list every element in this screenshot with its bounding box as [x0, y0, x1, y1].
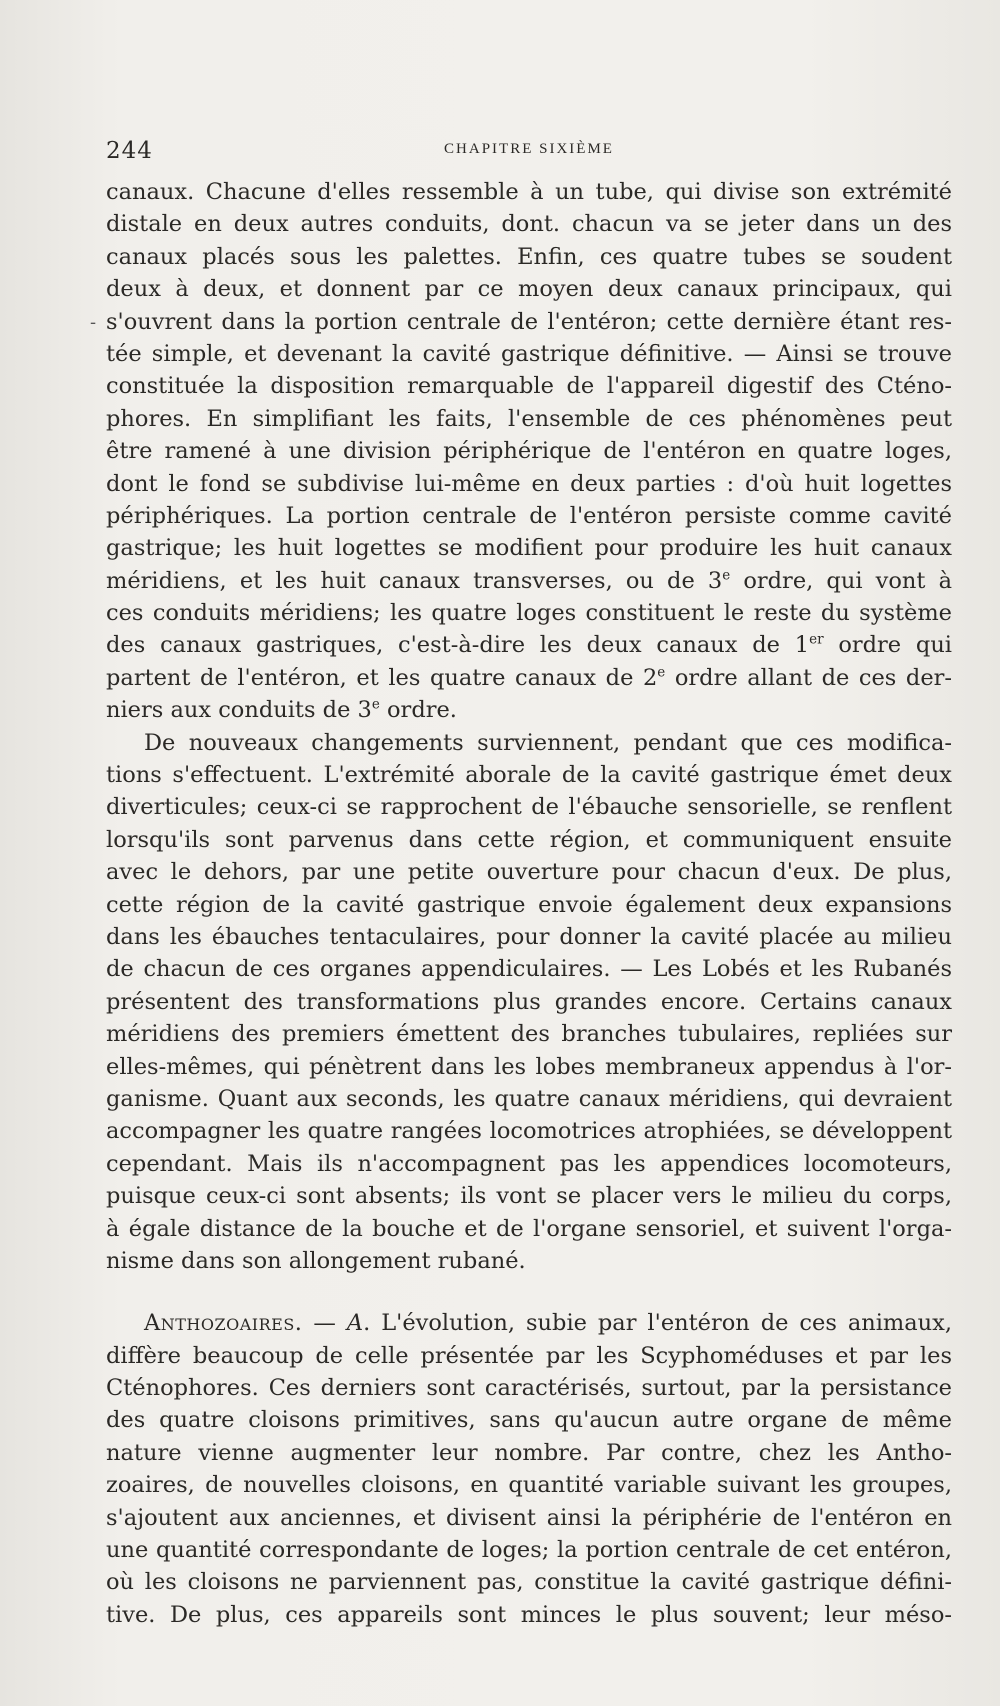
text-segment: niers aux conduits de 3	[106, 697, 372, 724]
text-line: s'ajoutent aux anciennes, et divisent ainsi la périphérie de l'entéron en	[106, 1504, 952, 1531]
text-line: cette région de la cavité gastrique envoie également deux expansions	[106, 891, 952, 918]
text-line	[106, 662, 952, 694]
text-line	[106, 1307, 952, 1339]
text-line: avec le dehors, par une petite ouverture pour chacun d'eux. De plus,	[106, 859, 952, 886]
paragraph-gap	[106, 1277, 952, 1307]
text-line: une quantité correspondante de loges; la portion centrale de cet entéron,	[106, 1537, 952, 1564]
running-head: CHAPITRE SIXIÈME	[444, 141, 614, 157]
text-line	[106, 629, 952, 661]
body-text	[106, 176, 952, 1631]
text-segment: méridiens, et les huit canaux transverses, ou de 3	[106, 567, 723, 594]
text-line	[106, 694, 952, 726]
section-letter: A	[346, 1310, 364, 1337]
superscript: er	[809, 631, 824, 648]
text-line: être ramené à une division périphérique de l'entéron en quatre loges,	[106, 438, 952, 465]
text-line: à égale distance de la bouche et de l'organe sensoriel, et suivent l'orga-	[106, 1215, 952, 1242]
text-segment: des canaux gastriques, c'est-à-dire les deux canaux de 1	[106, 632, 810, 659]
text-line: canaux. Chacune d'elles ressemble à un tube, qui divise son extrémité	[106, 179, 952, 205]
text-segment: ordre.	[379, 697, 457, 724]
text-line: distale en deux autres conduits, dont. chacun va se jeter dans un des	[106, 211, 952, 238]
text-line: dans les ébauches tentaculaires, pour donner la cavité placée au milieu	[106, 923, 952, 950]
superscript: e	[657, 664, 666, 681]
text-line: gastrique; les huit logettes se modifient pour produire les huit canaux	[106, 535, 952, 562]
text-line: elles-mêmes, qui pénètrent dans les lobes membraneux appendus à l'or-	[106, 1053, 952, 1080]
superscript: e	[371, 696, 380, 713]
text-line: constituée la disposition remarquable de l'appareil digestif des Cténo-	[106, 373, 952, 400]
margin-mark: -	[90, 312, 97, 333]
text-line: diffère beaucoup de celle présentée par les Scyphoméduses et par les	[106, 1342, 952, 1369]
text-line: deux à deux, et donnent par ce moyen deux canaux principaux, qui	[106, 276, 952, 303]
text-line: Cténophores. Ces derniers sont caractérisés, surtout, par la persistance	[106, 1375, 952, 1402]
text-segment: partent de l'entéron, et les quatre canaux de 2	[106, 664, 658, 691]
text-segment: —	[302, 1310, 347, 1337]
text-line: lorsqu'ils sont parvenus dans cette région, et communiquent ensuite	[106, 826, 952, 853]
section-heading: Anthozoaires.	[144, 1310, 303, 1337]
text-segment: ordre, qui vont à	[730, 567, 952, 594]
text-line: accompagner les quatre rangées locomotrices atrophiées, se développent	[106, 1118, 952, 1145]
text-segment: . L'évolution, subie par l'entéron de ces animaux,	[363, 1310, 952, 1337]
text-segment: ordre qui	[823, 632, 953, 659]
text-line: méridiens des premiers émettent des branches tubulaires, repliées sur	[106, 1021, 952, 1048]
text-line: s'ouvrent dans la portion centrale de l'entéron; cette dernière étant res-	[106, 308, 952, 335]
text-line: où les cloisons ne parviennent pas, constitue la cavité gastrique défini-	[106, 1569, 952, 1596]
text-line: phores. En simplifiant les faits, l'ensemble de ces phénomènes peut	[106, 405, 952, 432]
text-line: canaux placés sous les palettes. Enfin, ces quatre tubes se soudent	[106, 243, 952, 270]
text-line: puisque ceux-ci sont absents; ils vont se placer vers le milieu du corps,	[106, 1183, 952, 1210]
text-line: ces conduits méridiens; les quatre loges constituent le reste du système	[106, 600, 952, 627]
paragraph-1	[106, 176, 952, 727]
text-segment: ordre allant de ces der-	[665, 664, 952, 691]
text-line: périphériques. La portion centrale de l'entéron persiste comme cavité	[106, 502, 952, 529]
superscript: e	[722, 567, 731, 584]
text-line: des quatre cloisons primitives, sans qu'aucun autre organe de même	[106, 1407, 952, 1434]
text-line: tive. De plus, ces appareils sont minces le plus souvent; leur méso-	[106, 1601, 952, 1628]
paragraph-3	[106, 1307, 952, 1631]
text-line: cependant. Mais ils n'accompagnent pas les appendices locomoteurs,	[106, 1150, 952, 1177]
text-line: ganisme. Quant aux seconds, les quatre canaux méridiens, qui devraient	[106, 1085, 952, 1112]
paragraph-2	[106, 727, 952, 1278]
page-number: 244	[106, 138, 153, 164]
text-line: dont le fond se subdivise lui-même en deux parties : d'où huit logettes	[106, 470, 952, 497]
text-line: diverticules; ceux-ci se rapprochent de l'ébauche sensorielle, se renflent	[106, 794, 952, 821]
page-header	[106, 138, 952, 172]
text-line: nisme dans son allongement rubané.	[106, 1247, 526, 1274]
text-line: tée simple, et devenant la cavité gastrique définitive. — Ainsi se trouve	[106, 340, 952, 367]
text-line: de chacun de ces organes appendiculaires. — Les Lobés et les Rubanés	[106, 956, 952, 983]
text-line: zoaires, de nouvelles cloisons, en quantité variable suivant les groupes,	[106, 1472, 952, 1499]
text-line: tions s'effectuent. L'extrémité aborale de la cavité gastrique émet deux	[106, 762, 952, 789]
text-line	[106, 565, 952, 597]
text-line: présentent des transformations plus grandes encore. Certains canaux	[106, 988, 952, 1015]
text-line: De nouveaux changements surviennent, pendant que ces modifica-	[144, 729, 952, 756]
text-line: nature vienne augmenter leur nombre. Par contre, chez les Antho-	[106, 1439, 952, 1466]
